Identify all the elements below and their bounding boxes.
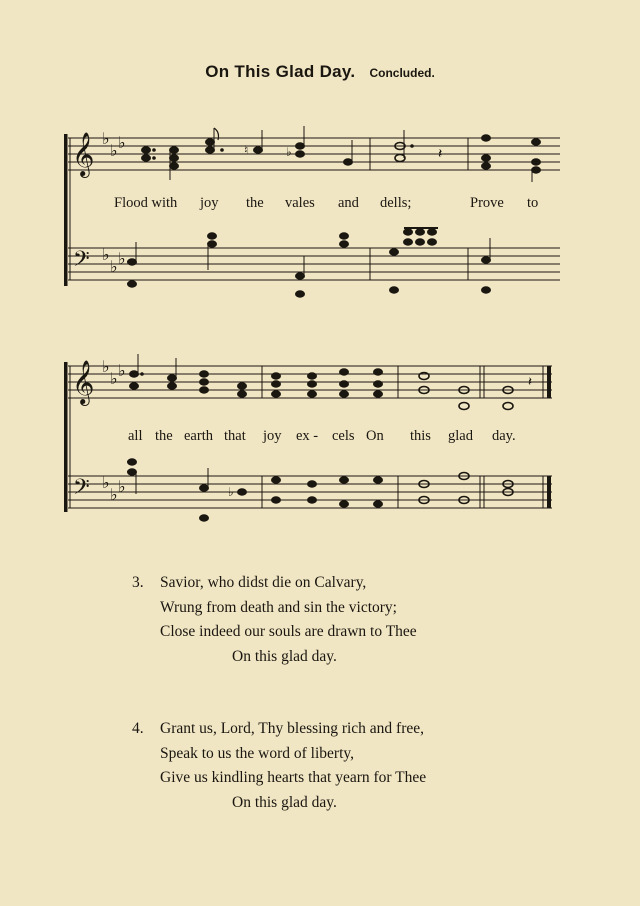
lyric-syllable: earth bbox=[184, 428, 213, 444]
lyric-syllable: vales bbox=[285, 195, 315, 211]
svg-text:♭: ♭ bbox=[102, 473, 110, 492]
bass-clef-icon: 𝄢 bbox=[73, 247, 90, 277]
svg-text:♮: ♮ bbox=[244, 143, 249, 157]
lyric-syllable: to bbox=[527, 195, 539, 211]
lyric-syllable: all bbox=[128, 428, 143, 444]
lyric-syllable: that bbox=[224, 428, 246, 444]
verse-line: On this glad day. bbox=[232, 793, 337, 811]
lyric-syllable: Prove bbox=[470, 195, 504, 211]
verse-number: 3. bbox=[132, 574, 144, 591]
lyric-syllable: and bbox=[338, 195, 359, 211]
lyrics-line-1 bbox=[114, 195, 538, 211]
verse-line: Close indeed our souls are drawn to Thee bbox=[160, 623, 417, 640]
verse-4 bbox=[132, 717, 572, 817]
lyric-syllable: the bbox=[246, 195, 264, 211]
song-subtitle: Concluded. bbox=[369, 66, 435, 80]
verse-line: Grant us, Lord, Thy blessing rich and free, bbox=[160, 720, 425, 737]
lyric-syllable: joy bbox=[200, 195, 219, 211]
lyric-syllable: this bbox=[410, 428, 431, 444]
svg-text:♭: ♭ bbox=[102, 129, 110, 148]
lyric-syllable: glad bbox=[448, 428, 473, 444]
svg-text:♭: ♭ bbox=[110, 485, 118, 504]
svg-text:♭: ♭ bbox=[102, 357, 110, 376]
svg-text:♭: ♭ bbox=[118, 133, 126, 152]
svg-text:♭: ♭ bbox=[118, 249, 126, 268]
svg-text:♭: ♭ bbox=[286, 145, 292, 159]
verse-line: Savior, who didst die on Calvary, bbox=[160, 574, 367, 591]
verse-line: Speak to us the word of liberty, bbox=[160, 744, 354, 762]
song-title: On This Glad Day. bbox=[205, 62, 356, 81]
lyric-syllable: dells; bbox=[380, 195, 412, 211]
lyric-syllable: cels bbox=[332, 428, 355, 444]
treble-clef-icon: 𝄞 bbox=[72, 132, 95, 176]
svg-text:♭: ♭ bbox=[102, 245, 110, 264]
svg-text:♭: ♭ bbox=[118, 477, 126, 496]
lyric-syllable: Flood with bbox=[114, 195, 178, 211]
svg-text:♭: ♭ bbox=[110, 257, 118, 276]
svg-text:𝄽: 𝄽 bbox=[528, 374, 532, 389]
key-signature-icon bbox=[102, 357, 126, 504]
verse-3 bbox=[132, 571, 552, 671]
lyric-syllable: joy bbox=[263, 428, 282, 444]
bass-notes bbox=[128, 459, 514, 521]
verse-line: On this glad day. bbox=[232, 647, 337, 665]
verse-number: 4. bbox=[132, 720, 144, 737]
svg-text:♭: ♭ bbox=[118, 361, 126, 380]
page-title bbox=[0, 62, 640, 82]
bass-notes bbox=[128, 228, 491, 297]
svg-text:♭: ♭ bbox=[110, 141, 118, 160]
music-system-1 bbox=[0, 120, 640, 320]
treble-clef-icon: 𝄞 bbox=[72, 360, 95, 404]
lyrics-line-2 bbox=[128, 428, 516, 444]
lyric-syllable: ex - bbox=[296, 428, 319, 444]
lyric-syllable: On bbox=[366, 428, 384, 444]
bass-clef-icon: 𝄢 bbox=[73, 475, 90, 505]
lyric-syllable: the bbox=[155, 428, 173, 444]
verse-line: Wrung from death and sin the victory; bbox=[160, 598, 397, 616]
svg-text:♭: ♭ bbox=[110, 369, 118, 388]
svg-text:♭: ♭ bbox=[228, 485, 234, 499]
music-system-2 bbox=[0, 350, 640, 540]
verse-line: Give us kindling hearts that yearn for Thee bbox=[160, 769, 427, 786]
lyric-syllable: day. bbox=[492, 428, 516, 444]
svg-text:𝄽: 𝄽 bbox=[438, 147, 443, 162]
